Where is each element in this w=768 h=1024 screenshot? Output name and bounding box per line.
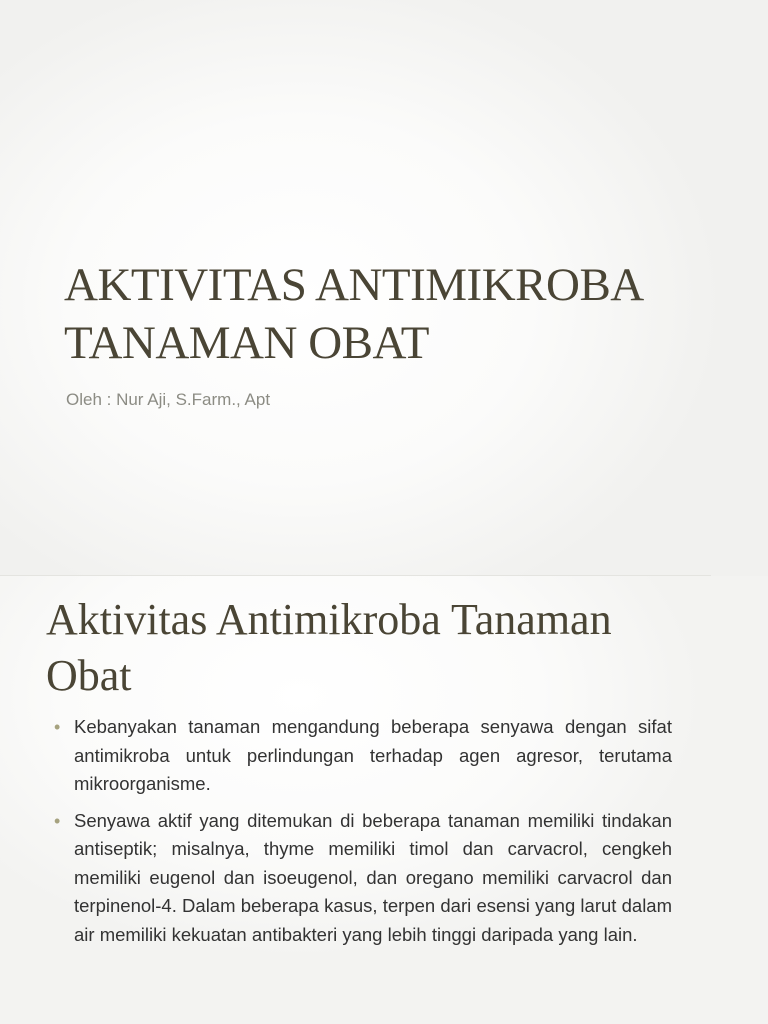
bullet-icon: •: [54, 810, 61, 831]
slide-1-title: AKTIVITAS ANTIMIKROBA TANAMAN OBAT: [64, 259, 642, 369]
slide-2-title: Aktivitas Antimikroba Tanaman Obat: [46, 595, 612, 700]
bullet-text: Kebanyakan tanaman mengandung beberapa senyawa dengan sifat antimikroba untuk perlindungan terhadap agen agresor, terutama mikroorganisme.: [74, 716, 672, 794]
slide-content: [0, 576, 768, 1024]
bullet-item: [50, 807, 672, 950]
bullet-item: [50, 713, 672, 799]
bullet-icon: •: [54, 717, 61, 737]
bullet-text: Senyawa aktif yang ditemukan di beberapa tanaman memiliki tindakan antiseptik; misalnya, thyme memiliki timol dan carvacrol, cengkeh memiliki eugenol dan isoeugenol, dan oregano memiliki carvacrol dan terpinenol-4. Dalam beberapa kasus, terpen dari esensi yang larut dalam air memiliki kekuatan antibakteri yang lebih tinggi daripada yang lain.: [74, 809, 672, 945]
bullet-list: [50, 713, 672, 957]
slide-1-subtitle: Oleh : Nur Aji, S.Farm., Apt: [66, 390, 271, 409]
